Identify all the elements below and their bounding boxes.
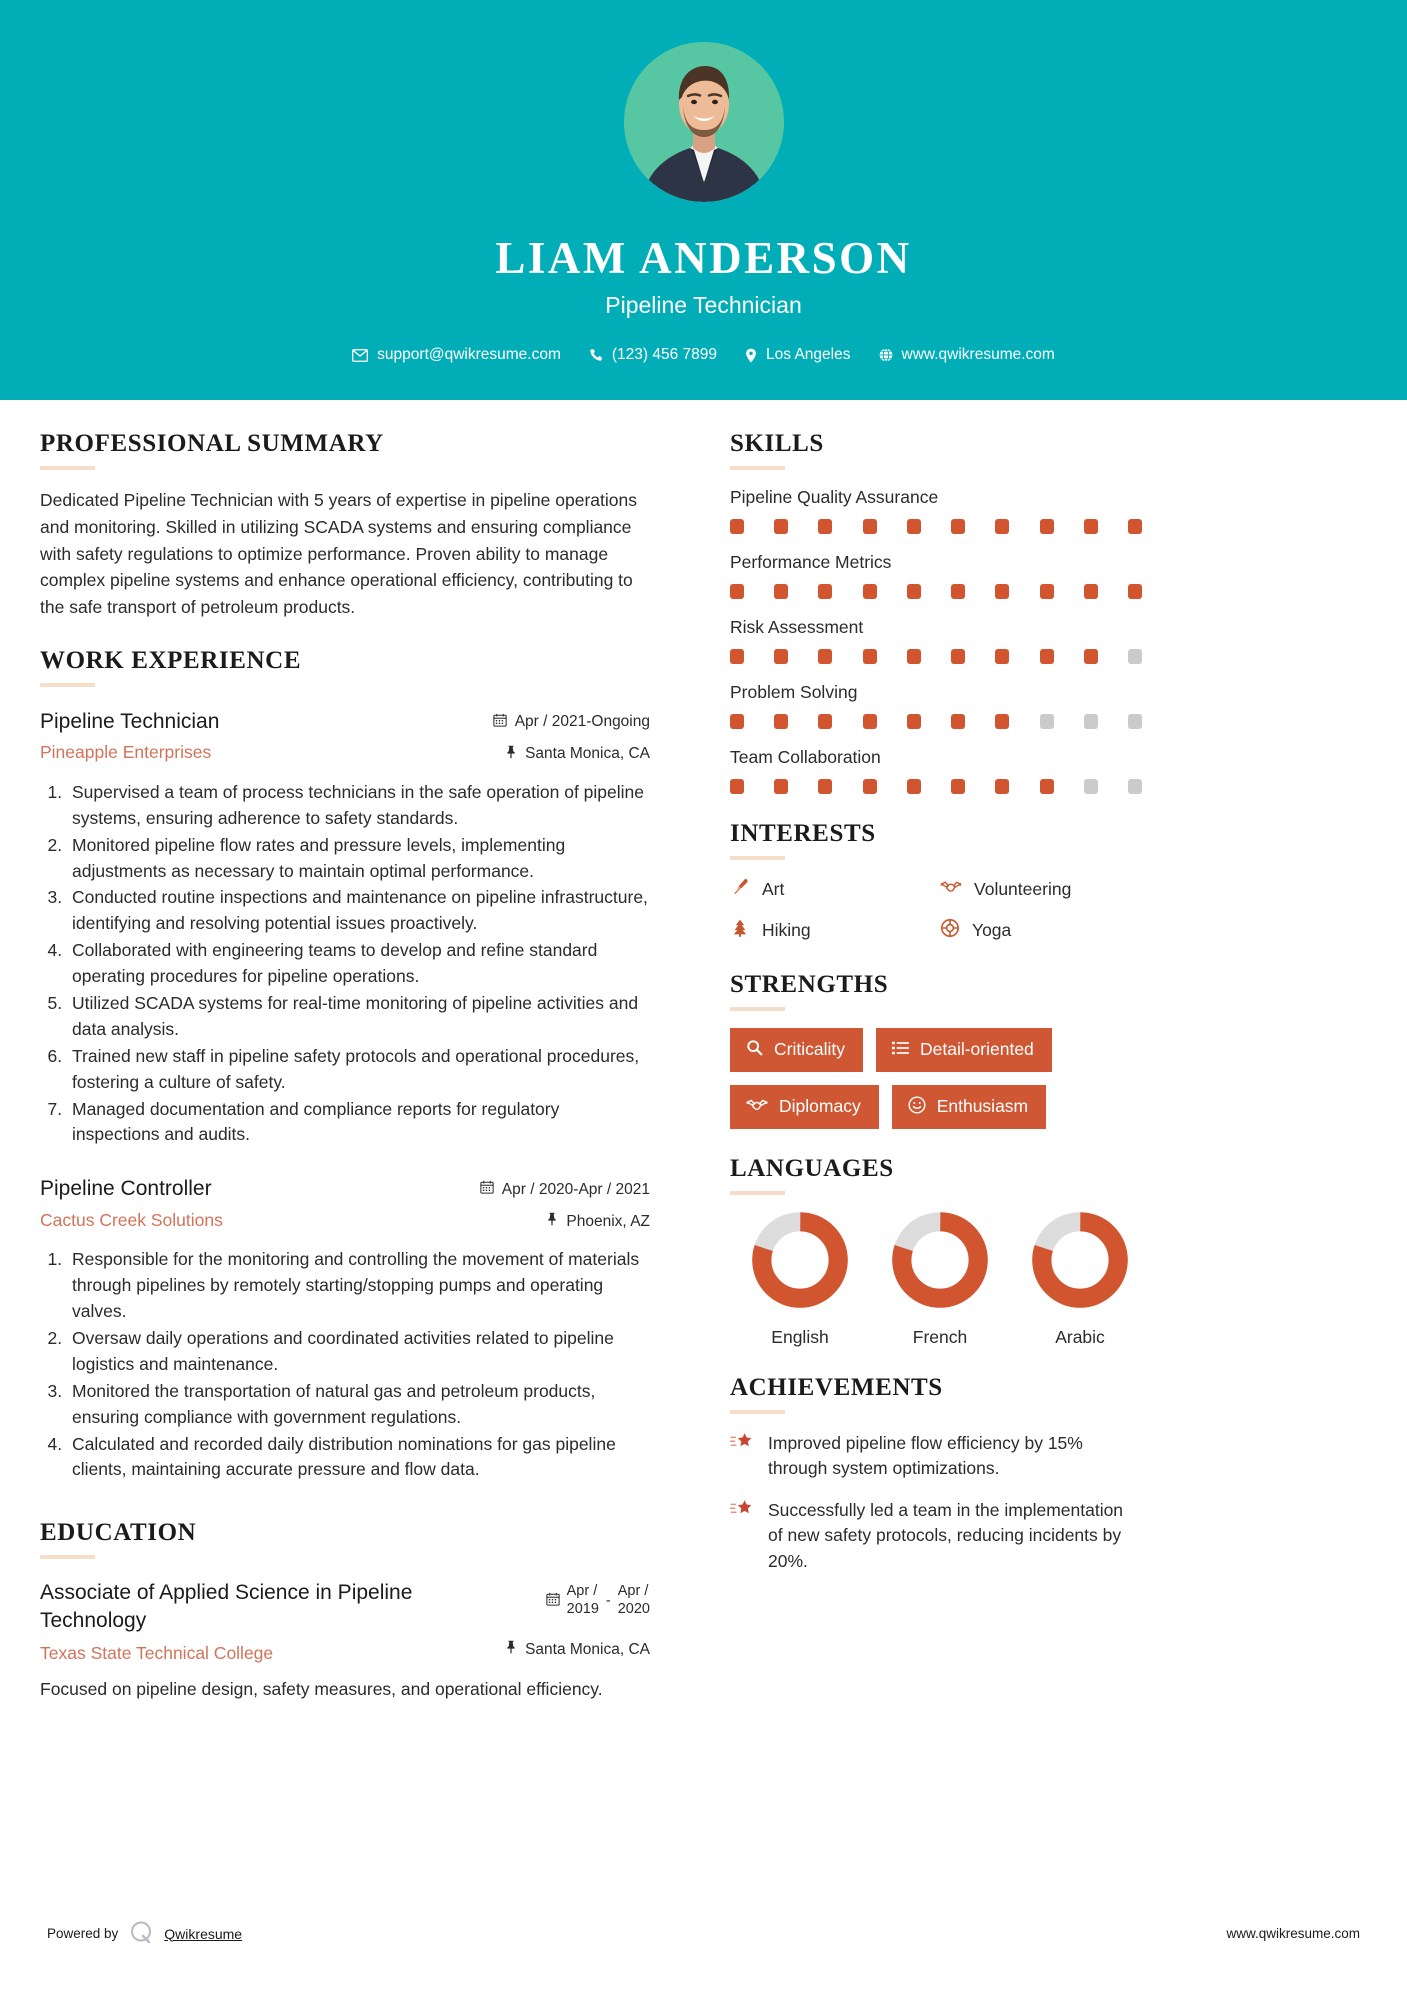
strength-label: Detail-oriented: [919, 1038, 1034, 1059]
right-column: [680, 400, 1327, 1702]
strengths-list: [730, 1028, 1150, 1129]
pushpin-icon: [505, 745, 517, 764]
experience-bullets: [40, 780, 650, 1148]
skill-label: Pipeline Quality Assurance: [730, 487, 939, 507]
language-label: English: [771, 1327, 829, 1347]
left-column: [40, 400, 680, 1702]
skill-rating: [730, 519, 1142, 534]
section-title-skills: SKILLS: [730, 430, 824, 457]
section-work-experience: [40, 647, 650, 1483]
skill-dot-filled: [863, 714, 877, 729]
skill-dot-filled: [995, 519, 1009, 534]
skill-dot-filled: [1040, 584, 1054, 599]
star-icon: [730, 1498, 754, 1525]
experience-location-text: Santa Monica, CA: [525, 745, 650, 763]
section-rule: [730, 1007, 785, 1011]
list-icon: [892, 1040, 909, 1060]
experience-dates: [493, 713, 650, 732]
section-achievements: [730, 1374, 1327, 1574]
contact-email[interactable]: [338, 346, 575, 364]
list-item: 7. Managed documentation and compliance reports for regulatory inspections and audits.: [67, 1097, 650, 1149]
list-item: 1. Responsible for the monitoring and controlling the movement of materials through pipelines by remotely starting/stopping pumps and operating valves.: [67, 1247, 650, 1325]
smiley-icon: [908, 1096, 926, 1118]
candidate-name: LIAM ANDERSON: [495, 233, 912, 283]
phone-icon: [589, 348, 603, 362]
summary-text: Dedicated Pipeline Technician with 5 years of expertise in pipeline operations and monitoring. Skilled in utilizing SCADA systems and ensuring compliance with safety regulations to optimize performance. Proven ability to manage complex pipeline systems and enhance operational efficiency, contributing to the safe transport of petroleum products.: [40, 490, 637, 618]
section-rule: [730, 1191, 785, 1195]
language-item: [870, 1212, 1010, 1348]
section-rule: [40, 1555, 95, 1559]
language-donut-chart: [752, 1212, 848, 1308]
experience-company: Pineapple Enterprises: [40, 742, 212, 763]
education-location: [505, 1640, 650, 1659]
section-skills: [730, 430, 1327, 794]
interest-item: [940, 918, 1150, 943]
strength-chip-enthusiasm[interactable]: [892, 1085, 1046, 1130]
list-item: 2. Monitored pipeline flow rates and pressure levels, implementing adjustments as necessary to maintain optimal performance.: [67, 833, 650, 885]
skill-dot-filled: [1084, 584, 1098, 599]
skill-dot-filled: [907, 649, 921, 664]
contact-phone[interactable]: [575, 346, 731, 364]
section-education: [40, 1519, 650, 1702]
section-title-achievements: ACHIEVEMENTS: [730, 1374, 943, 1401]
skill-dot-filled: [951, 779, 965, 794]
star-icon: [730, 1431, 754, 1458]
skill-dot-filled: [818, 519, 832, 534]
skill-dot-filled: [995, 779, 1009, 794]
interest-item: [730, 877, 940, 902]
location-pin-icon: [745, 348, 757, 363]
page-footer: [0, 1919, 1407, 1948]
calendar-icon: [546, 1592, 560, 1610]
skill-dot-filled: [951, 714, 965, 729]
skill-dot-empty: [1040, 714, 1054, 729]
skill-dot-filled: [907, 519, 921, 534]
education-date-separator: -: [605, 1592, 611, 1609]
section-rule: [40, 683, 95, 687]
list-item: 4. Calculated and recorded daily distribution nominations for gas pipeline clients, maintaining accurate pressure and flow data.: [67, 1432, 650, 1484]
language-donut-chart: [892, 1212, 988, 1308]
contact-location[interactable]: [731, 346, 864, 364]
skill-dot-filled: [818, 584, 832, 599]
pushpin-icon: [505, 1640, 517, 1659]
interest-item: [730, 918, 940, 943]
skill-dot-filled: [1040, 519, 1054, 534]
strength-label: Enthusiasm: [936, 1095, 1029, 1116]
skill-dot-empty: [1128, 649, 1142, 664]
skill-dot-filled: [774, 649, 788, 664]
section-rule: [730, 1410, 785, 1414]
powered-by-block: [47, 1919, 242, 1948]
skills-list: [730, 487, 1327, 794]
section-title-experience: WORK EXPERIENCE: [40, 646, 302, 674]
skill-dot-empty: [1128, 714, 1142, 729]
strength-chip-detail-oriented[interactable]: [876, 1028, 1052, 1072]
skill-dot-filled: [863, 649, 877, 664]
skill-dot-filled: [730, 714, 744, 729]
achievement-text: Improved pipeline flow efficiency by 15% through system optimizations.: [768, 1433, 1083, 1479]
achievement-item: [730, 1498, 1327, 1574]
list-item: 6. Trained new staff in pipeline safety protocols and operational procedures, fostering a culture of safety.: [67, 1044, 650, 1096]
skill-dot-filled: [818, 714, 832, 729]
interest-label: Hiking: [762, 920, 811, 940]
skill-dot-filled: [995, 714, 1009, 729]
experience-company: Cactus Creek Solutions: [40, 1209, 223, 1230]
education-item: [40, 1579, 650, 1702]
interest-label: Volunteering: [974, 879, 1072, 899]
globe-icon: [879, 348, 893, 362]
avatar: [624, 42, 784, 202]
interest-label: Art: [762, 879, 785, 899]
education-location-text: Santa Monica, CA: [525, 1640, 650, 1658]
skill-dot-filled: [730, 779, 744, 794]
experience-dates-text: Apr / 2021-Ongoing: [514, 713, 650, 731]
experience-bullets: [40, 1247, 650, 1483]
education-date-end-year: 2020: [617, 1600, 650, 1617]
skill-dot-filled: [818, 649, 832, 664]
section-interests: [730, 820, 1327, 943]
skill-dot-empty: [1128, 779, 1142, 794]
skill-dot-filled: [863, 519, 877, 534]
calendar-icon: [480, 1180, 494, 1199]
education-date-start-month: Apr /: [566, 1583, 598, 1600]
life-ring-icon: [940, 918, 960, 943]
skill-dot-filled: [1128, 519, 1142, 534]
skill-dot-filled: [730, 519, 744, 534]
skill-label: Problem Solving: [730, 682, 858, 702]
education-date-start: [567, 1583, 599, 1618]
footer-website-url[interactable]: www.qwikresume.com: [1226, 1926, 1360, 1941]
language-label: French: [912, 1327, 968, 1347]
skill-dot-filled: [951, 649, 965, 664]
strength-label: Criticality: [774, 1038, 845, 1059]
resume-header: [0, 0, 1407, 400]
magnifier-icon: [746, 1039, 763, 1060]
skill-dot-filled: [1128, 584, 1142, 599]
list-item: 2. Oversaw daily operations and coordinated activities related to pipeline logistics and maintenance.: [67, 1326, 650, 1378]
education-description: Focused on pipeline design, safety measures, and operational efficiency.: [40, 1678, 603, 1699]
education-school: Texas State Technical College: [40, 1642, 274, 1663]
contact-phone-text: (123) 456 7899: [611, 346, 718, 364]
experience-location: [480, 1212, 650, 1231]
candidate-job-title: Pipeline Technician: [605, 292, 802, 319]
powered-by-label: Powered by: [47, 1926, 119, 1941]
education-degree: Associate of Applied Science in Pipeline Technology: [40, 1581, 413, 1632]
skill-dot-filled: [774, 519, 788, 534]
experience-item: [40, 709, 650, 1148]
skill-rating: [730, 584, 1142, 599]
experience-role: Pipeline Technician: [40, 709, 220, 733]
education-date-start-year: 2019: [566, 1600, 599, 1617]
skill-label: Risk Assessment: [730, 617, 864, 637]
interests-grid: [730, 877, 1150, 943]
skill-dot-filled: [774, 584, 788, 599]
section-title-strengths: STRENGTHS: [730, 971, 889, 998]
skill-dot-filled: [730, 649, 744, 664]
experience-dates: [480, 1180, 650, 1199]
contact-bar: [0, 346, 1407, 364]
contact-location-text: Los Angeles: [766, 346, 851, 364]
paintbrush-icon: [730, 877, 750, 902]
education-dates: [505, 1583, 650, 1618]
skill-dot-filled: [951, 519, 965, 534]
experience-item: [40, 1176, 650, 1483]
contact-website-text: www.qwikresume.com: [901, 346, 1055, 364]
section-rule: [40, 466, 95, 470]
language-donut-chart: [1032, 1212, 1128, 1308]
skill-rating: [730, 649, 1142, 664]
education-date-end: [618, 1583, 650, 1618]
skill-dot-filled: [818, 779, 832, 794]
skill-label: Team Collaboration: [730, 747, 881, 767]
language-label: Arabic: [1055, 1327, 1105, 1347]
handshake-icon: [746, 1096, 768, 1118]
skill-dot-filled: [907, 584, 921, 599]
skill-dot-filled: [951, 584, 965, 599]
skill-dot-filled: [863, 779, 877, 794]
education-date-end-month: Apr /: [617, 1583, 649, 1600]
list-item: 3. Conducted routine inspections and maintenance on pipeline infrastructure, identifying and resolving potential issues proactively.: [67, 885, 650, 937]
skill-dot-empty: [1084, 714, 1098, 729]
list-item: 4. Collaborated with engineering teams to develop and refine standard operating procedures for pipeline operations.: [67, 938, 650, 990]
section-title-interests: INTERESTS: [730, 820, 876, 847]
skill-dot-filled: [907, 779, 921, 794]
experience-location: [493, 745, 650, 764]
skill-dot-filled: [995, 649, 1009, 664]
skill-dot-filled: [995, 584, 1009, 599]
qwikresume-brand-link[interactable]: Qwikresume: [164, 1925, 243, 1942]
section-strengths: [730, 971, 1327, 1129]
pushpin-icon: [546, 1212, 558, 1231]
envelope-icon: [352, 349, 368, 362]
handshake-icon: [940, 877, 962, 902]
skill-label: Performance Metrics: [730, 552, 892, 572]
skill-dot-filled: [1084, 649, 1098, 664]
skill-dot-filled: [1040, 779, 1054, 794]
strength-chip-criticality[interactable]: [730, 1028, 863, 1072]
list-item: 1. Supervised a team of process technicians in the safe operation of pipeline systems, ensuring adherence to safety standards.: [67, 780, 650, 832]
language-item: [1010, 1212, 1150, 1348]
resume-body: [0, 400, 1407, 1702]
section-professional-summary: [40, 430, 650, 621]
achievement-text: Successfully led a team in the implementation of new safety protocols, reducing incidents by 20%.: [768, 1499, 1124, 1571]
section-title-summary: PROFESSIONAL SUMMARY: [40, 430, 384, 457]
contact-email-text: support@qwikresume.com: [377, 346, 561, 364]
skill-dot-filled: [774, 714, 788, 729]
skill-dot-filled: [1040, 649, 1054, 664]
pine-tree-icon: [730, 918, 750, 943]
skill-dot-filled: [1084, 519, 1098, 534]
languages-list: [730, 1212, 1150, 1348]
skill-rating: [730, 779, 1142, 794]
section-languages: [730, 1155, 1327, 1348]
interest-item: [940, 877, 1150, 902]
section-title-education: EDUCATION: [40, 1519, 197, 1547]
skill-dot-filled: [863, 584, 877, 599]
strength-chip-diplomacy[interactable]: [730, 1085, 879, 1130]
section-title-languages: LANGUAGES: [730, 1155, 894, 1182]
strength-label: Diplomacy: [779, 1095, 861, 1116]
experience-role: Pipeline Controller: [40, 1177, 212, 1201]
skill-rating: [730, 714, 1142, 729]
language-item: [730, 1212, 870, 1348]
skill-dot-empty: [1084, 779, 1098, 794]
skill-dot-filled: [774, 779, 788, 794]
qwikresume-logo-icon: [128, 1919, 154, 1948]
interest-label: Yoga: [972, 920, 1012, 940]
experience-location-text: Phoenix, AZ: [566, 1212, 650, 1230]
skill-dot-filled: [730, 584, 744, 599]
experience-dates-text: Apr / 2020-Apr / 2021: [501, 1180, 650, 1198]
achievement-item: [730, 1431, 1327, 1482]
skill-dot-filled: [907, 714, 921, 729]
list-item: 3. Monitored the transportation of natural gas and petroleum products, ensuring compliance with government regulations.: [67, 1379, 650, 1431]
section-rule: [730, 466, 785, 470]
calendar-icon: [493, 713, 507, 732]
list-item: 5. Utilized SCADA systems for real-time monitoring of pipeline activities and data analysis.: [67, 991, 650, 1043]
contact-website[interactable]: [865, 346, 1069, 364]
section-rule: [730, 856, 785, 860]
